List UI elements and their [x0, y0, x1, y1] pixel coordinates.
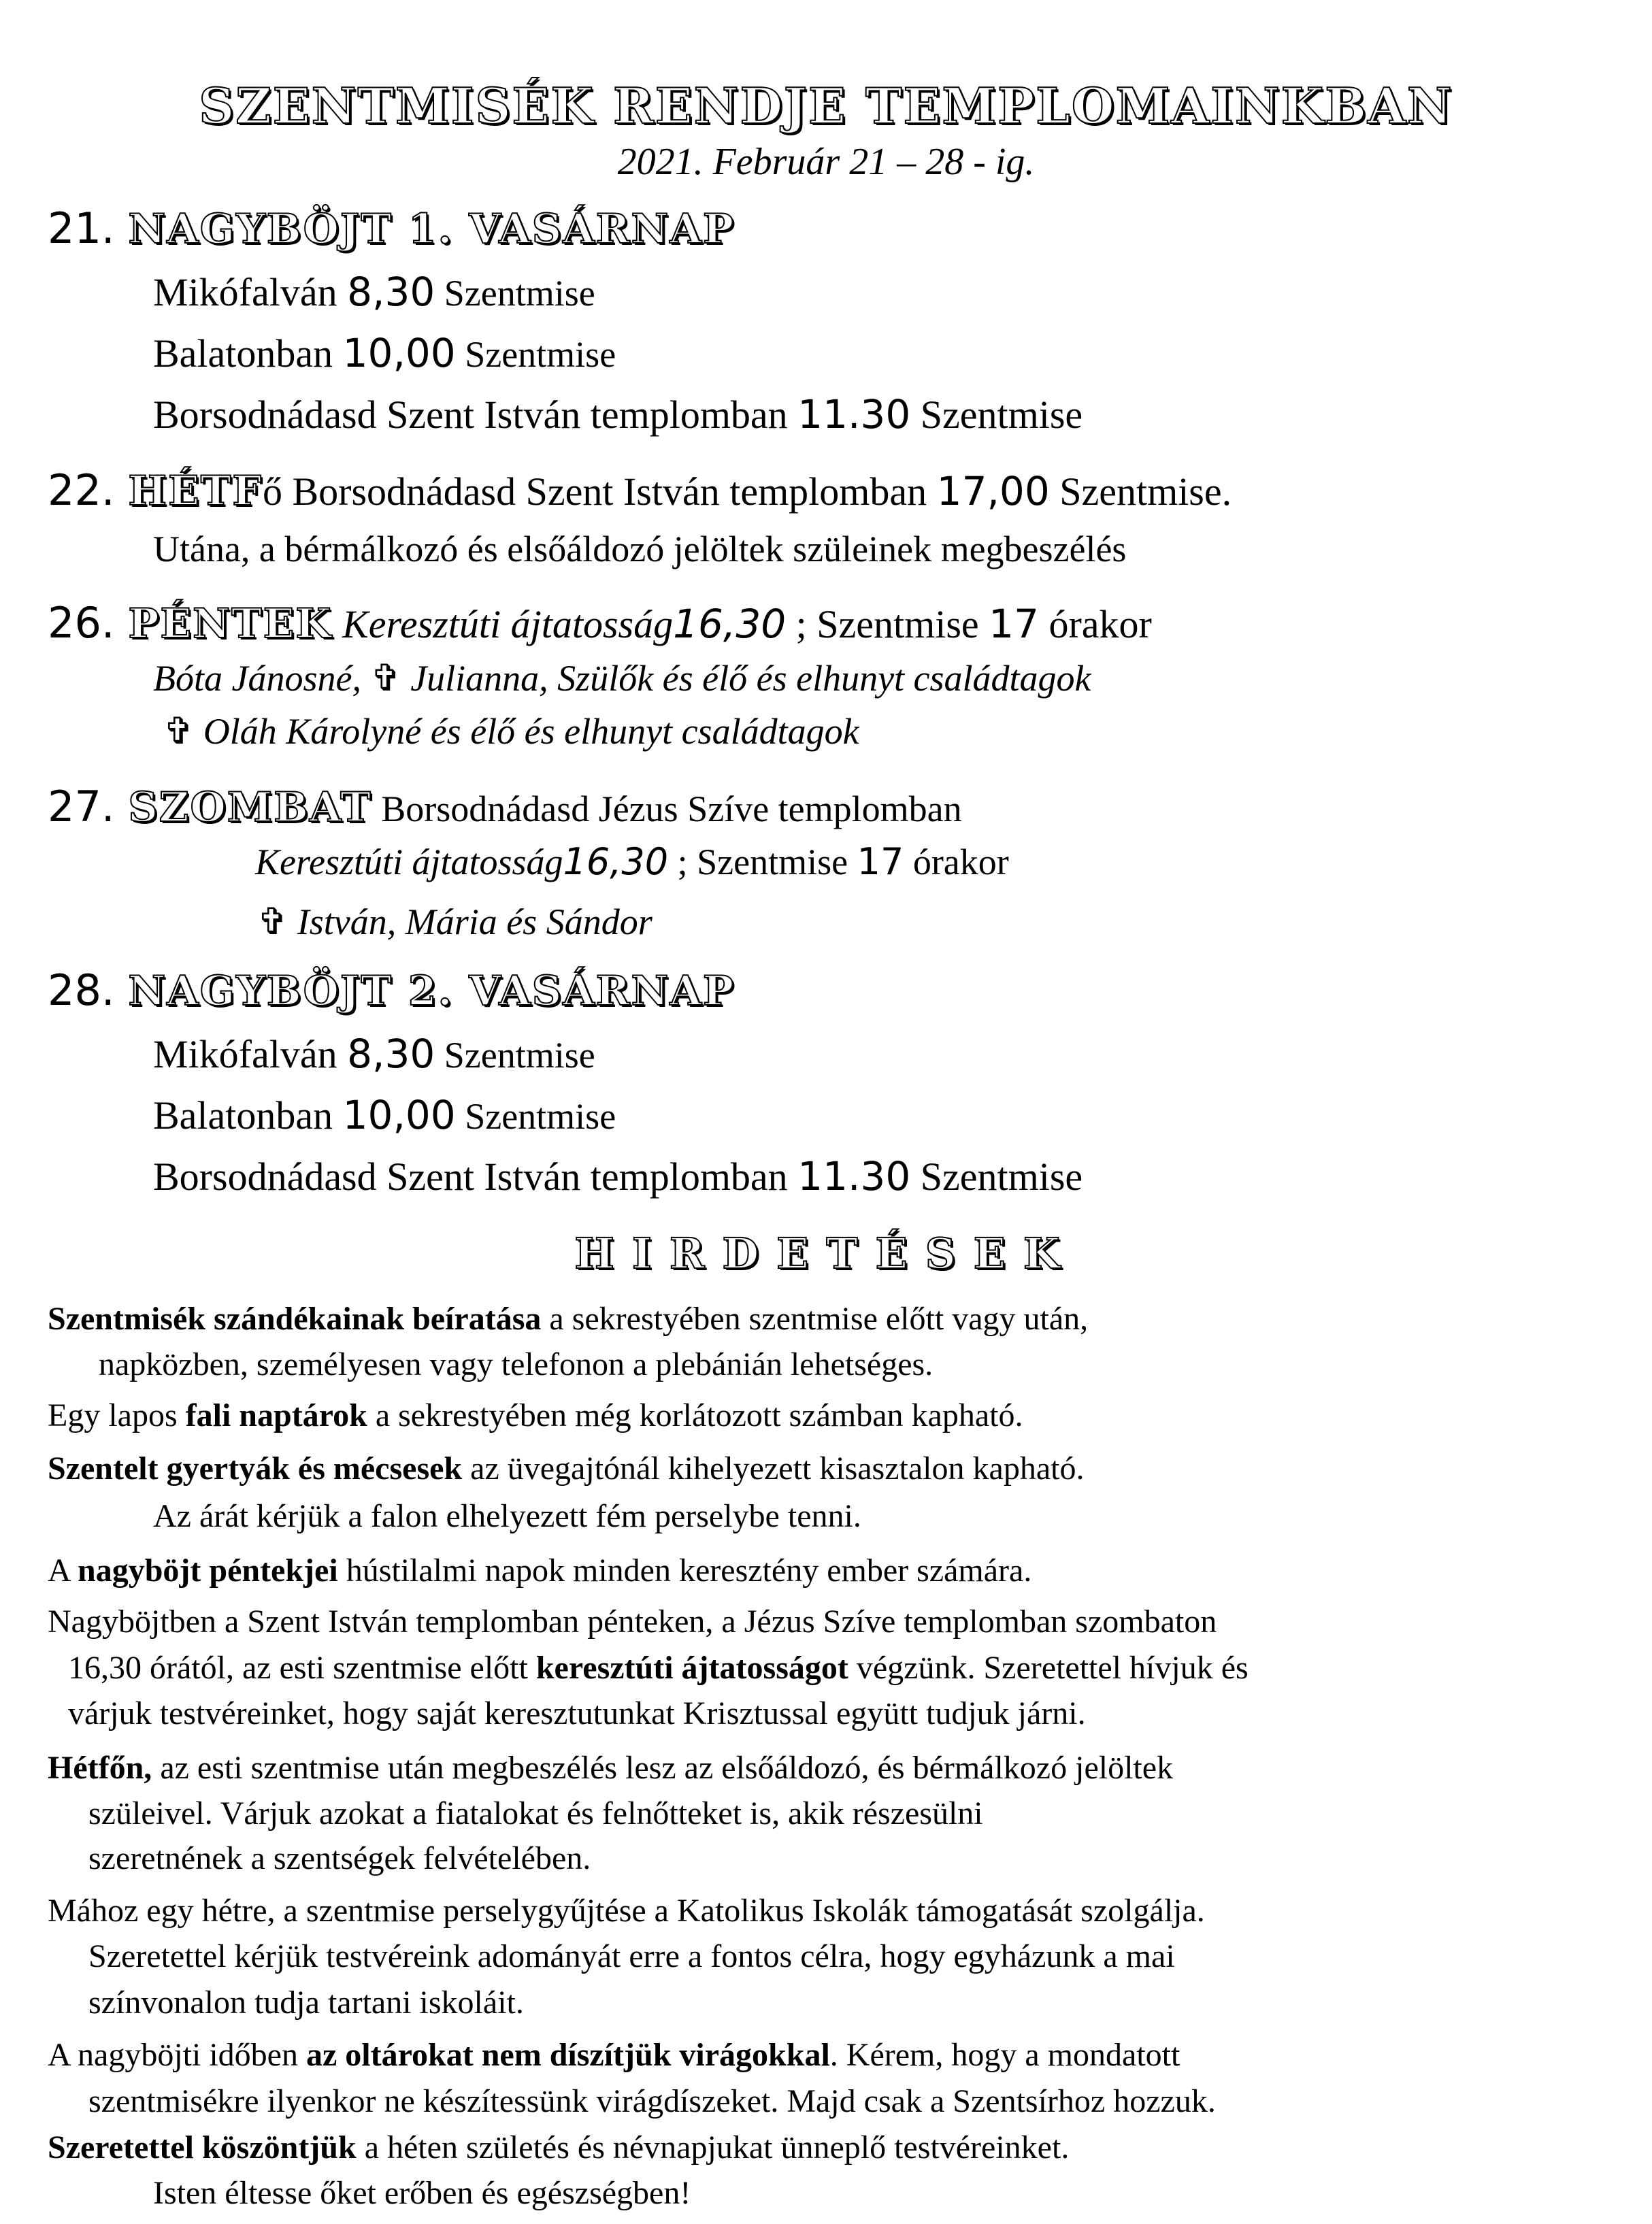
mass-item [153, 1092, 616, 1138]
announcement [48, 1450, 1085, 1487]
mass-item [153, 330, 616, 376]
day-name: NAGYBÖJT 2. VASÁRNAP [128, 967, 736, 1015]
mass-suffix: Szentmise [910, 1155, 1083, 1199]
announcement-bold: nagyböjt péntekjei [78, 1553, 338, 1589]
day-26-heading [48, 598, 1152, 648]
announcement-cont: várjuk testvéreinket, hogy saját keresztutunkat Krisztussal együtt tudjuk járni. [68, 1695, 1086, 1731]
day-number: 22. [48, 465, 129, 515]
announcement-cont: színvonalon tudja tartani iskoláit. [88, 1985, 524, 2021]
announcement [48, 2039, 1180, 2072]
mass-place: Balatonban [153, 331, 343, 376]
announcement [48, 1752, 1173, 1785]
mass-item [153, 1031, 595, 1077]
mass-suffix: Szentmise [455, 1096, 616, 1137]
announcement-text: a héten születés és névnapjukat ünneplő testvéreinket. [356, 2129, 1070, 2165]
mass-time: 17 [989, 601, 1039, 647]
announcement-text: a sekrestyében szentmise előtt vagy után, [541, 1301, 1089, 1337]
mass-suffix: órakor [1038, 602, 1152, 646]
announcement: Nagyböjtben a Szent István templomban pénteken, a Jézus Szíve templomban szombaton [48, 1604, 1217, 1640]
mass-item [153, 391, 1083, 437]
announcement-text: az üvegajtónál kihelyezett kisasztalon kapható. [462, 1450, 1085, 1487]
intention-text: Julianna, Szülők és élő és elhunyt családtagok [401, 658, 1091, 699]
day-name: NAGYBÖJT 1. VASÁRNAP [128, 205, 736, 253]
mass-place: Borsodnádasd Szent István templomban [153, 393, 798, 437]
mass-time: 17 [857, 840, 904, 883]
mass-place: Balatonban [153, 1093, 343, 1138]
announcement [48, 2131, 1069, 2164]
announcement-bold: Szentelt gyertyák és mécsesek [48, 1450, 463, 1487]
announcement-text: . Kérem, hogy a mondatott [829, 2037, 1180, 2073]
mass-place: Borsodnádasd Szent István templomban [153, 1155, 798, 1199]
announcement-text: az esti szentmise után megbeszélés lesz az elsőáldozó, és bérmálkozó jelöltek [152, 1750, 1174, 1786]
day-name: SZOMBAT [128, 784, 372, 831]
cross-icon: ✞ [257, 900, 288, 943]
day-number: 27. [48, 782, 129, 831]
announcement-cont: Az árát kérjük a falon elhelyezett fém perselybe tenni. [153, 1498, 861, 1534]
day-28-heading [48, 965, 736, 1015]
devotion-label: Keresztúti ájtatosság [332, 602, 674, 646]
announcement-cont: szüleivel. Várjuk azokat a fiatalokat és felnőtteket is, akik részesülni [88, 1795, 983, 1831]
mass-time: 17,00 [936, 468, 1050, 514]
mass-time: 8,30 [347, 269, 435, 315]
mass-suffix: Szentmise. [1049, 469, 1232, 514]
announcement-text: A nagyböjti időben [48, 2037, 306, 2073]
page-title: SZENTMISÉK RENDJE TEMPLOMAINKBAN [199, 77, 1453, 135]
mass-time: 10,00 [342, 1092, 456, 1138]
announcement-bold: Szeretettel köszöntjük [48, 2129, 357, 2165]
mass-intention [257, 900, 652, 943]
day-27-devotion [255, 840, 1009, 883]
announcement-text: A [48, 1553, 78, 1589]
mass-intention [153, 657, 1091, 699]
mass-item [153, 1153, 1083, 1199]
announcement [48, 1303, 1088, 1335]
mass-time: 11.30 [797, 391, 911, 437]
mass-suffix: Szentmise [455, 334, 616, 375]
announcement-text: a sekrestyében még korlátozott számban kapható. [367, 1397, 1023, 1433]
devotion-label: Keresztúti ájtatosság [255, 842, 563, 882]
mass-time: 10,00 [342, 330, 456, 376]
mass-place: Mikófalván [153, 1032, 348, 1076]
devotion-time: 16,30 [673, 601, 787, 647]
cross-icon: ✞ [163, 710, 195, 752]
announcement [48, 1555, 1031, 1587]
day-27-heading [48, 782, 962, 831]
mass-suffix: Szentmise [435, 273, 595, 314]
mass-label: ; Szentmise [668, 842, 857, 882]
announcement-bold: keresztúti ájtatosságot [535, 1650, 848, 1686]
announcement-text: 16,30 órától, az esti szentmise előtt [68, 1650, 536, 1686]
announcement-text: Egy lapos [48, 1397, 186, 1433]
intention-text: Bóta Jánosné, [153, 658, 371, 699]
mass-place: ő Borsodnádasd Szent István templomban [262, 469, 937, 514]
announcement-cont: Szeretettel kérjük testvéreink adományát erre a fontos célra, hogy egyházunk a mai [88, 1938, 1175, 1974]
day-22-note: Utána, a bérmálkozó és elsőáldozó jelöltek szüleinek megbeszélés [153, 529, 1127, 569]
announcement-cont: szentmisékre ilyenkor ne készítessünk virágdíszeket. Majd csak a Szentsírhoz hozzuk. [88, 2083, 1216, 2119]
announcement [48, 1399, 1023, 1432]
date-range: 2021. Február 21 – 28 - ig. [617, 141, 1035, 183]
announcement-bold: fali naptárok [185, 1397, 367, 1433]
announcement-text: végzünk. Szeretettel hívjuk és [848, 1650, 1249, 1686]
announcement-cont [68, 1652, 1249, 1684]
intention-text: István, Mária és Sándor [288, 901, 652, 942]
announcement: Mához egy hétre, a szentmise perselygyűjtése a Katolikus Iskolák támogatását szolgálja. [48, 1893, 1205, 1929]
mass-place: Mikófalván [153, 270, 348, 314]
day-name: HÉTF [128, 467, 263, 515]
mass-time: 8,30 [347, 1031, 435, 1077]
mass-time: 11.30 [797, 1153, 911, 1199]
mass-place: Borsodnádasd Jézus Szíve templomban [371, 789, 962, 829]
announcement-bold: Szentmisék szándékainak beíratása [48, 1301, 542, 1337]
announcements-heading: HIRDETÉSEK [574, 1229, 1078, 1278]
mass-item [153, 269, 595, 315]
mass-suffix: órakor [904, 842, 1009, 882]
devotion-time: 16,30 [563, 840, 669, 883]
intention-text: Oláh Károlyné és élő és elhunyt családtagok [194, 711, 859, 752]
announcement-cont: napközben, személyesen vagy telefonon a plebánián lehetséges. [99, 1346, 934, 1382]
mass-intention [163, 710, 859, 752]
day-number: 28. [48, 965, 129, 1015]
announcement-cont: Isten éltesse őket erőben és egészségben! [153, 2175, 691, 2211]
announcement-bold: Hétfőn, [48, 1750, 152, 1786]
mass-suffix: Szentmise [435, 1035, 595, 1076]
day-number: 26. [48, 598, 129, 648]
day-number: 21. [48, 203, 129, 253]
mass-suffix: Szentmise [910, 393, 1083, 437]
day-name: PÉNTEK [128, 600, 333, 648]
mass-label: ; Szentmise [786, 602, 989, 646]
day-22-heading [48, 465, 1232, 515]
cross-icon: ✞ [370, 657, 401, 699]
day-21-heading [48, 203, 736, 253]
announcement-text: hústilalmi napok minden keresztény ember számára. [337, 1553, 1032, 1589]
announcement-cont: szeretnének a szentségek felvételében. [88, 1840, 591, 1876]
announcement-bold: az oltárokat nem díszítjük virágokkal [305, 2037, 830, 2073]
